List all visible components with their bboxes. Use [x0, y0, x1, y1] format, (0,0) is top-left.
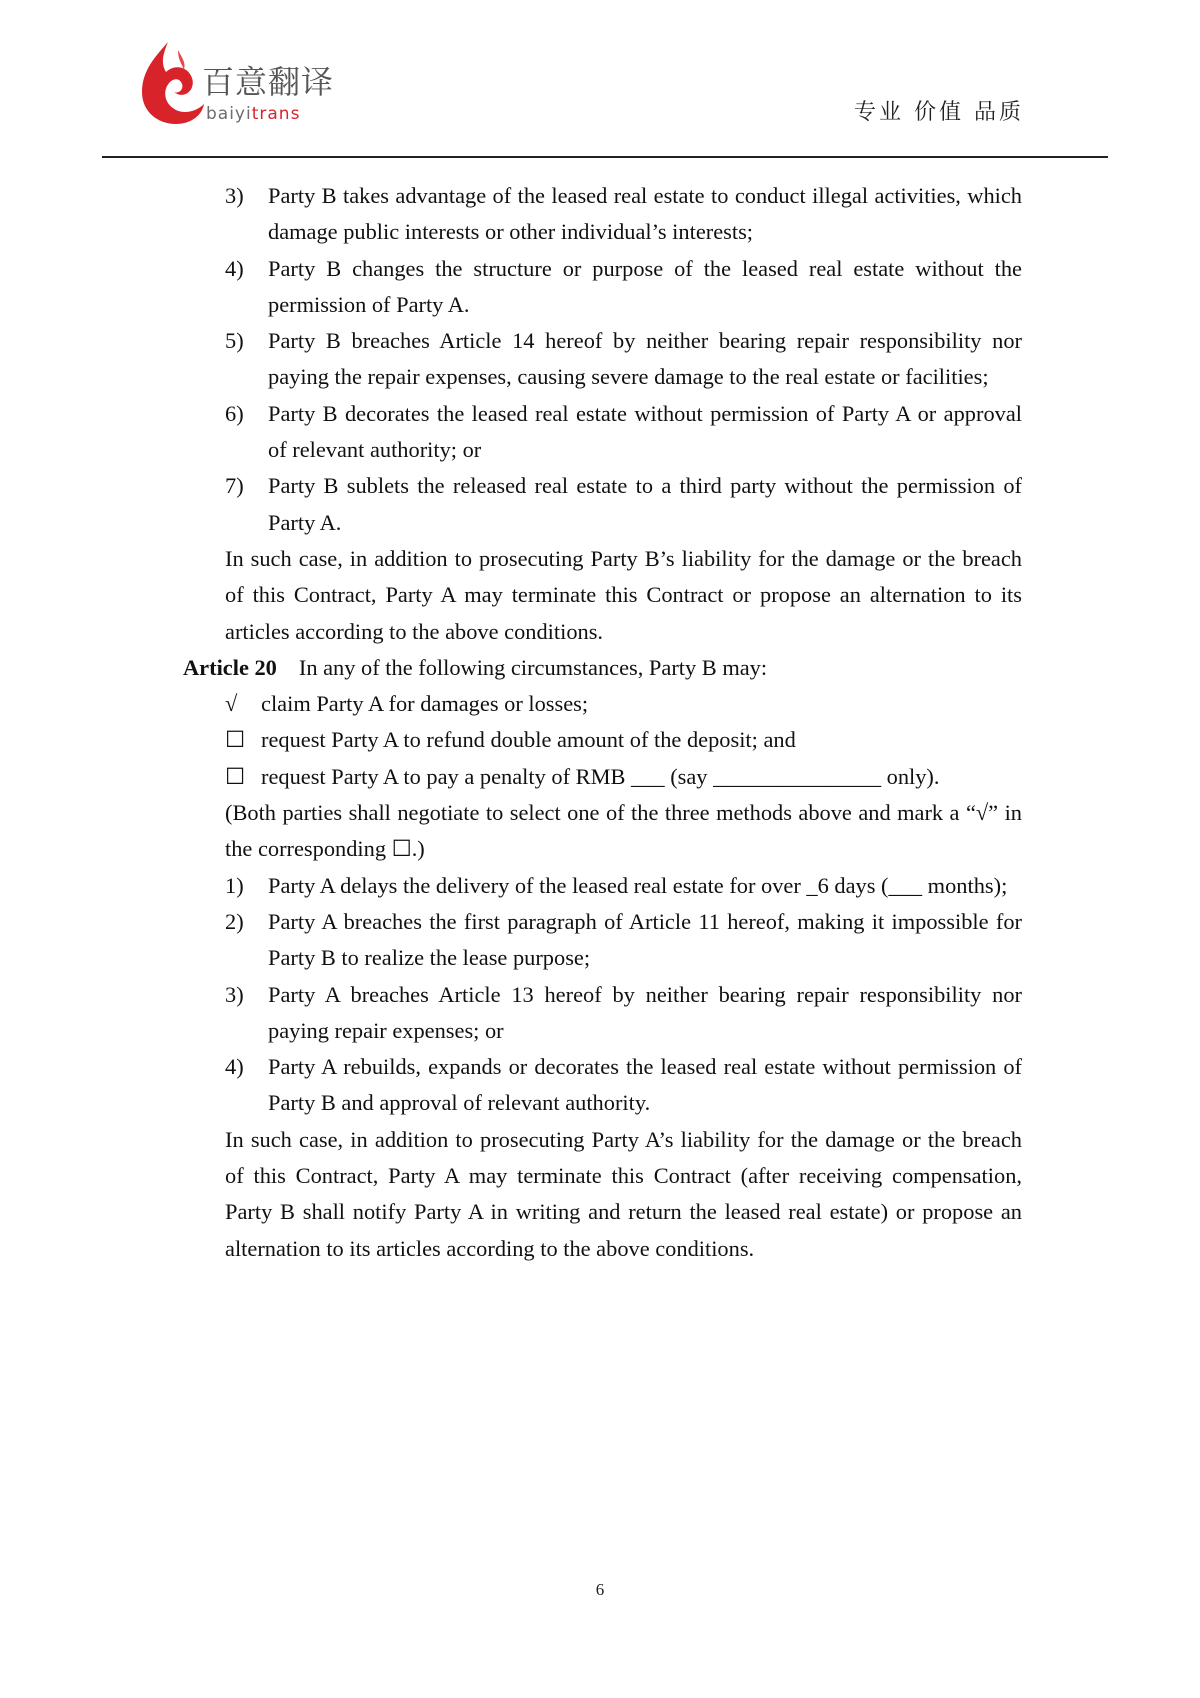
list-item-text: Party B decorates the leased real estate without permission of Party A or approval of relevant authority; or	[268, 400, 1022, 463]
checkmark-icon: √	[225, 691, 238, 717]
flame-logo-icon	[138, 40, 208, 126]
list-item-number: 7)	[225, 473, 244, 499]
list-item-text: Party B changes the structure or purpose of the leased real estate without the permission of Party A.	[268, 255, 1022, 317]
list-item-number: 4)	[225, 255, 244, 281]
list-item-number: 3)	[225, 183, 244, 208]
logo-english-text	[206, 104, 300, 124]
checkbox-icon: ☐	[225, 727, 246, 753]
list-item-text: Party A delays the delivery of the leased real estate for over _6 days (___ months);	[268, 872, 1008, 898]
list-item-text: Party B breaches Article 14 hereof by neither bearing repair responsibility nor paying the repair expenses, causing severe damage to the real estate or facilities;	[268, 328, 1022, 390]
baiyi-logo	[138, 40, 358, 130]
selection-note: (Both parties shall negotiate to select one of the three methods above and mark a “√” in the corresponding ☐.)	[225, 800, 1022, 862]
list-item-number: 3)	[225, 981, 244, 1007]
option-text: request Party A to pay a penalty of RMB ___ (say _______________ only).	[261, 763, 940, 789]
page-header	[0, 0, 1200, 160]
list-item	[0, 977, 1022, 1050]
list-item-number: 5)	[225, 328, 244, 354]
header-divider	[102, 156, 1108, 158]
list-item	[0, 468, 1022, 541]
list-item	[0, 868, 1022, 904]
list-item	[0, 1049, 1022, 1122]
option-text: claim Party A for damages or losses;	[261, 691, 589, 717]
list-item-number: 2)	[225, 908, 244, 934]
logo-english-part1: baiyi	[206, 104, 252, 124]
list-item-text: Party A breaches the first paragraph of Article 11 hereof, making it impossible for Party B to realize the lease purpose;	[268, 908, 1022, 971]
option-item	[0, 686, 1022, 722]
list-item-text: Party A rebuilds, expands or decorates the leased real estate without permission of Party B and approval of relevant authority.	[268, 1054, 1022, 1116]
article-text: In any of the following circumstances, Party B may:	[298, 654, 768, 680]
list-item-text: Party A breaches Article 13 hereof by neither bearing repair responsibility nor paying repair expenses; or	[268, 981, 1022, 1043]
paragraph-consequence-b: In such case, in addition to prosecuting Party A’s liability for the damage or the breach of this Contract, Party A may terminate this Contract (after receiving compensation, Party B shall notify Party A in writing and return the leased real estate) or propose an alternation to its articles according to the above conditions.	[225, 1126, 1022, 1261]
list-item	[0, 178, 1022, 251]
document-body	[0, 178, 1200, 1267]
page-number: 6	[595, 1580, 605, 1599]
list-item	[0, 323, 1022, 396]
list-item-text: Party B sublets the released real estate to a third party without the permission of Party A.	[268, 473, 1022, 535]
list-item	[0, 251, 1022, 324]
checkbox-icon: ☐	[225, 763, 246, 789]
list-item-number: 6)	[225, 400, 244, 426]
article-20-heading	[183, 650, 1022, 686]
list-item-number: 1)	[225, 872, 244, 898]
option-item	[0, 759, 1022, 795]
list-item	[0, 396, 1022, 469]
article-label: Article 20	[183, 654, 277, 680]
list-item-text: Party B takes advantage of the leased real estate to conduct illegal activities, which damage public interests or other individual’s interests;	[268, 183, 1022, 245]
paragraph-consequence-a: In such case, in addition to prosecuting Party B’s liability for the damage or the breach of this Contract, Party A may terminate this Contract or propose an alternation to its articles according to the above conditions.	[225, 545, 1022, 644]
option-text: request Party A to refund double amount of the deposit; and	[261, 727, 796, 753]
list-item	[0, 904, 1022, 977]
logo-english-part2: trans	[251, 104, 301, 124]
option-item	[0, 722, 1022, 758]
logo-chinese-text: 百意翻译	[202, 63, 335, 101]
list-item-number: 4)	[225, 1054, 244, 1080]
header-slogan: 专业 价值 品质	[854, 100, 1024, 125]
